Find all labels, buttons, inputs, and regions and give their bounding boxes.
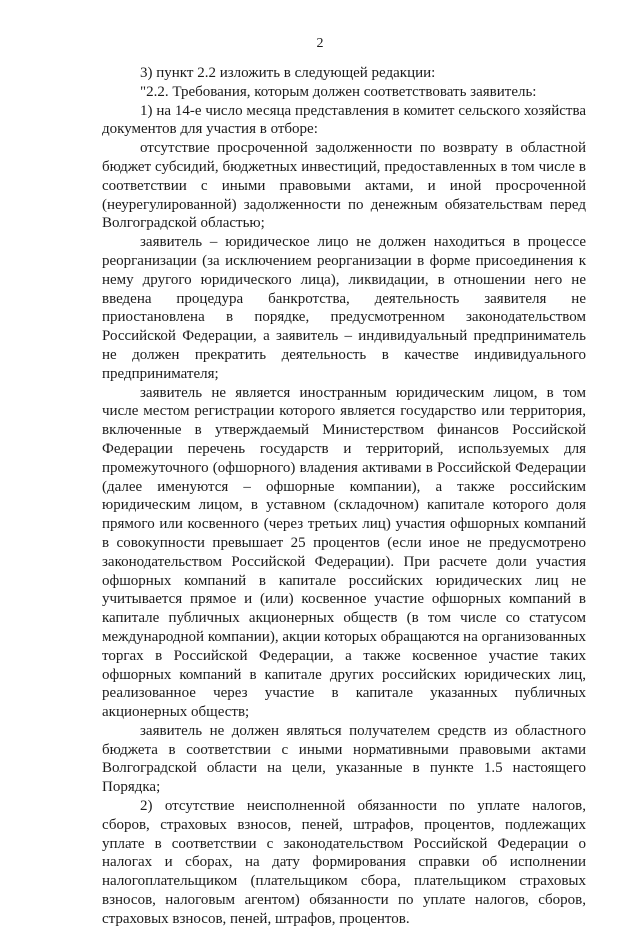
paragraph-amendment-intro: 3) пункт 2.2 изложить в следующей редакции: bbox=[140, 65, 436, 81]
paragraph-not-foreign-entity: заявитель не является иностранным юридическим лицом, в том числе местом регистрации которого является государство или территория, включенные в утверждаемый Министерством финансов Российской Федерации перечень государств и территорий, используемых для промежуточного (офшорного) владения активами в Российской Федерации (далее именуются – офшорные компании), а также российским юридическим лицом, в уставном (складочном) капитале которого доля прямого или косвенного (через третьих лиц) участия офшорных компаний в совокупности превышает 25 процентов (если иное не предусмотрено законодательством Российской Федерации). При расчете доли участия офшорных компаний в капитале российских юридических лиц не учитывается прямое и (или) косвенное участие офшорных компаний в капитале публичных акционерных обществ (в том числе со статусом международной компании), акции которых обращаются на организованных торгах в Российской Федерации, а также косвенное участие таких офшорных компаний в капитале других российских юридических лиц, реализованное через участие в капитале указанных публичных акционерных обществ; bbox=[102, 384, 586, 721]
paragraph-item-1: 1) на 14-е число месяца представления в комитет сельского хозяйства документов для участия в отборе: bbox=[102, 102, 586, 138]
paragraph-no-overdue-debt: отсутствие просроченной задолженности по возврату в областной бюджет субсидий, бюджетных инвестиций, предоставленных в том числе в соответствии с иными правовыми актами, и иной просроченной (неурегулированной) задолженности по денежным обязательствам перед Волгоградской областью; bbox=[102, 140, 586, 232]
paragraph-section-2-2-heading: "2.2. Требования, которым должен соответствовать заявитель: bbox=[140, 83, 537, 100]
paragraph-no-reorganization: заявитель – юридическое лицо не должен находиться в процессе реорганизации (за исключением реорганизации в форме присоединения к нему другого юридического лица), ликвидации, в отношении него не введена процедура банкротства, деятельность заявителя не приостановлена в порядке, предусмотренном законодательством Российской Федерации, а заявитель – индивидуальный предприниматель не должен прекратить деятельность в качестве индивидуального предпринимателя; bbox=[102, 234, 586, 382]
paragraph-not-other-funds-recipient: заявитель не должен являться получателем средств из областного бюджета в соответствии с иными нормативными правовыми актами Волгоградской области на цели, указанные в пункте 1.5 настоящего Порядка; bbox=[102, 722, 586, 796]
page-number: 2 bbox=[316, 36, 324, 51]
paragraph-item-2-no-tax-debt: 2) отсутствие неисполненной обязанности по уплате налогов, сборов, страховых взносов, пеней, штрафов, процентов, подлежащих уплате в соответствии с законодательством Российской Федерации о налогах и сборах, на дату формирования справки об исполнении налогоплательщиком (плательщиком сбора, плательщиком страховых взносов, налоговым агентом) обязанности по уплате налогов, сборов, страховых взносов, пеней, штрафов, процентов. bbox=[102, 798, 586, 927]
document-body bbox=[102, 64, 586, 929]
